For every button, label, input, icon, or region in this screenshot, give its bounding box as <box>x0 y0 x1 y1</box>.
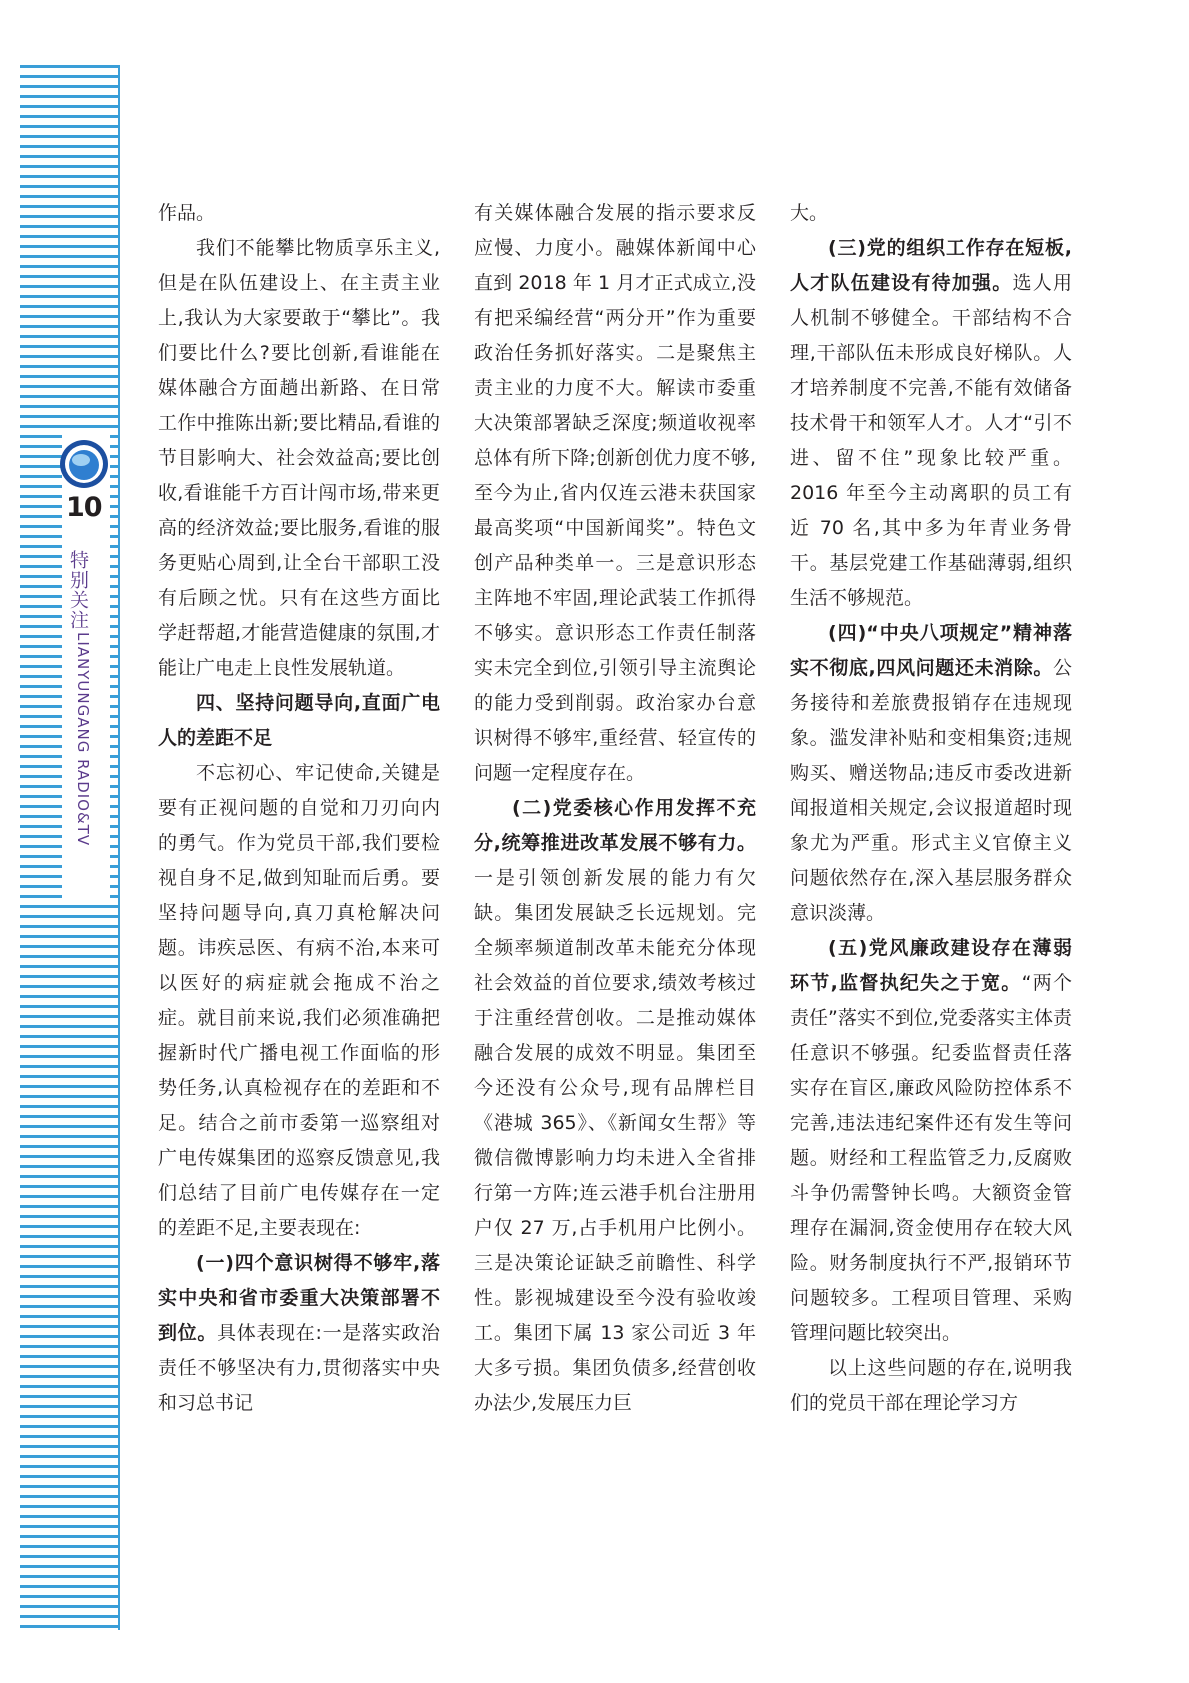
text-column-3 <box>790 196 1072 1421</box>
page-number: 10 <box>66 492 102 523</box>
subheading-4: (四)“中央八项规定”精神落实不彻底,四风问题还未消除。 <box>790 622 1072 679</box>
paragraph: 有关媒体融合发展的指示要求反应慢、力度小。融媒体新闻中心直到 2018 年 1 月才正式成立,没有把采编经营“两分开”作为重要政治任务抓好落实。二是聚焦主责主业的力度不大。解读市委重大决策部署缺乏深度;频道收视率总体有所下降;创新创优力度不够,至今为止,省内仅连云港未获国家最高奖项“中国新闻奖”。特色文创产品种类单一。三是意识形态主阵地不牢固,理论武装工作抓得不够实。意识形态工作责任制落实未完全到位,引领引导主流舆论的能力受到削弱。政治家办台意识树得不够牢,重经营、轻宣传的问题一定程度存在。 <box>474 202 756 784</box>
subheading-5: (五)党风廉政建设存在薄弱环节,监督执纪失之于宽。 <box>790 937 1072 994</box>
subheading-2: (二)党委核心作用发挥不充分,统筹推进改革发展不够有力。 <box>474 797 756 854</box>
paragraph: 不忘初心、牢记使命,关键是要有正视问题的自觉和刀刃向内的勇气。作为党员干部,我们要检视自身不足,做到知耻而后勇。要坚持问题导向,真刀真枪解决问题。讳疾忌医、有病不治,本来可以医好的病症就会拖成不治之症。就目前来说,我们必须准确把握新时代广播电视工作面临的形势任务,认真检视存在的差距和不足。结合之前市委第一巡察组对广电传媒集团的巡察反馈意见,我们总结了目前广电传媒存在一定的差距不足,主要表现在: <box>158 762 440 1239</box>
stripe-edge-line <box>118 65 120 1630</box>
blue-circle-logo-icon <box>58 438 110 490</box>
paragraph-text: 具体表现在:一是落实政治责任不够坚决有力,贯彻落实中央和习总书记 <box>158 1322 440 1414</box>
paragraph-text: 一是引领创新发展的能力有欠缺。集团发展缺乏长远规划。完全频率频道制改革未能充分体现社会效益的首位要求,绩效考核过于注重经营创收。二是推动媒体融合发展的成效不明显。集团至今还没有公众号,现有品牌栏目《港城 365》、《新闻女生帮》等微信微博影响力均未进入全省排行第一方阵;连云港手机台注册用户仅 27 万,占手机用户比例小。三是决策论证缺乏前瞻性、科学性。影视城建设至今没有验收竣工。集团下属 13 家公司近 3 年大多亏损。集团负债多,经营创收办法少,发展压力巨 <box>474 867 756 1414</box>
paragraph: 以上这些问题的存在,说明我们的党员干部在理论学习方 <box>790 1357 1072 1414</box>
subheading-3: (三)党的组织工作存在短板,人才队伍建设有待加强。 <box>790 237 1072 294</box>
section-title-cn: 特别关注 <box>67 550 89 630</box>
text-column-2 <box>474 196 756 1421</box>
paragraph: 我们不能攀比物质享乐主义,但是在队伍建设上、在主责主业上,我认为大家要敢于“攀比”。我们要比什么?要比创新,看谁能在媒体融合方面趟出新路、在日常工作中推陈出新;要比精品,看谁的节目影响大、社会效益高;要比创收,看谁能千方百计闯市场,带来更高的经济效益;要比服务,看谁的服务更贴心周到,让全台干部职工没有后顾之忧。只有在这些方面比学赶帮超,才能营造健康的氛围,才能让广电走上良性发展轨道。 <box>158 237 440 679</box>
paragraph <box>158 1246 440 1421</box>
section-title-en: LIANYUNGANG RADIO&TV <box>74 632 92 847</box>
paragraph-text: “两个责任”落实不到位,党委落实主体责任意识不够强。纪委监督责任落实存在盲区,廉政风险防控体系不完善,违法违纪案件还有发生等问题。财经和工程监管乏力,反腐败斗争仍需警钟长鸣。大额资金管理存在漏洞,资金使用存在较大风险。财务制度执行不严,报销环节问题较多。工程项目管理、采购管理问题比较突出。 <box>790 972 1072 1344</box>
text-column-1 <box>158 196 440 1421</box>
paragraph: 作品。 <box>158 202 216 224</box>
paragraph-text: 公务接待和差旅费报销存在违规现象。滥发津补贴和变相集资;违规购买、赠送物品;违反市委改进新闻报道相关规定,会议报道超时现象尤为严重。形式主义官僚主义问题依然存在,深入基层服务群众意识淡薄。 <box>790 657 1072 924</box>
heading-text: 四、坚持问题导向,直面广电人的差距不足 <box>158 692 440 749</box>
paragraph-text: 选人用人机制不够健全。干部结构不合理,干部队伍未形成良好梯队。人才培养制度不完善,不能有效储备技术骨干和领军人才。人才“引不进、留不住”现象比较严重。2016 年至今主动离职的员工有近 70 名,其中多为年青业务骨干。基层党建工作基础薄弱,组织生活不够规范。 <box>790 272 1072 609</box>
section-heading-4 <box>158 686 440 756</box>
paragraph <box>790 931 1072 1351</box>
subheading-1: (一)四个意识树得不够牢,落实中央和省市委重大决策部署不到位。 <box>158 1252 440 1344</box>
paragraph <box>474 791 756 1421</box>
paragraph: 大。 <box>790 202 829 224</box>
paragraph <box>790 616 1072 931</box>
paragraph <box>790 231 1072 616</box>
